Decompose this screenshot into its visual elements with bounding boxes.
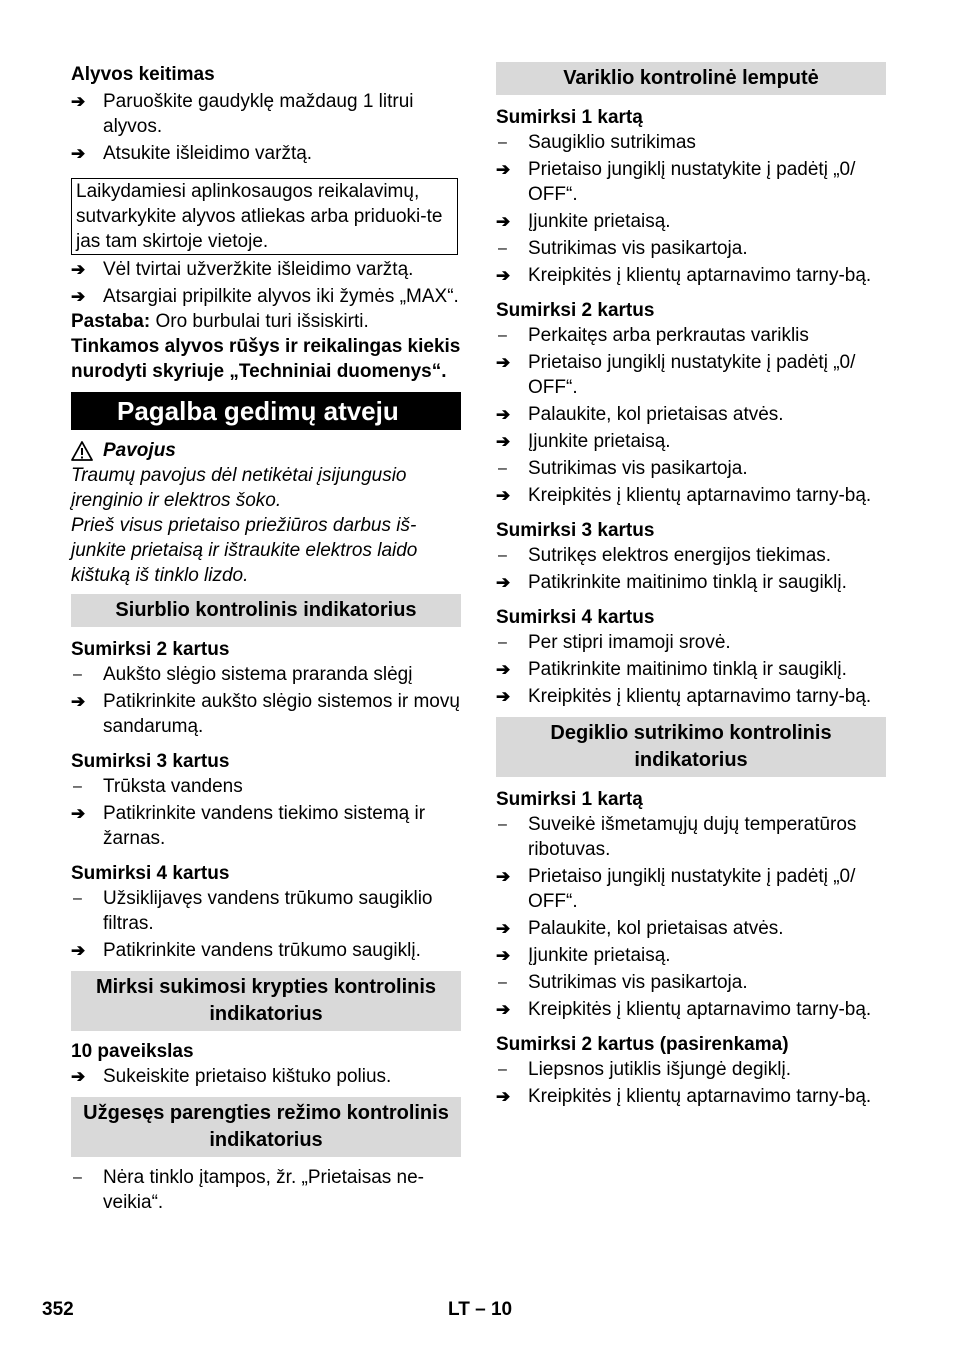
list-item [496, 997, 886, 1022]
list-item-text: Patikrinkite aukšto slėgio sistemos ir movų sandarumą. [103, 691, 460, 737]
arrow-icon: ➔ [496, 432, 511, 451]
oil-steps-list [71, 89, 461, 166]
arrow-icon: ➔ [71, 1067, 86, 1086]
blink-group-heading: Sumirksi 1 kartą [496, 107, 643, 128]
arrow-icon: ➔ [496, 946, 511, 965]
oil-step-text: Atsargiai pripilkite alyvos iki žymės „MAX“. [103, 286, 459, 307]
list-item [71, 774, 461, 799]
dash-bullet-icon: – [498, 327, 507, 344]
list-item [496, 209, 886, 234]
list-item-text: Prietaiso jungiklį nustatykite į padėtį „0/ OFF“. [528, 352, 856, 398]
oil-step [71, 257, 461, 282]
footer-section-label: LT [448, 1299, 470, 1320]
dash-bullet-icon: – [498, 634, 507, 651]
blink-group [71, 749, 461, 851]
list-item-text: Patikrinkite maitinimo tinklą ir saugiklį. [528, 572, 847, 593]
list-item [496, 157, 886, 207]
list-item-text: Saugiklio sutrikimas [528, 132, 696, 153]
list-item [496, 812, 886, 862]
list-item-text: Aukšto slėgio sistema praranda slėgį [103, 664, 413, 685]
list-item [71, 662, 461, 687]
pump-indicator-groups [71, 637, 461, 963]
oil-step [71, 284, 461, 309]
list-item [496, 483, 886, 508]
blink-group [496, 605, 886, 709]
blink-group-heading: Sumirksi 4 kartus [496, 607, 655, 628]
blink-group-heading: Sumirksi 3 kartus [71, 751, 230, 772]
list-item-text: Sutrikimas vis pasikartoja. [528, 238, 748, 259]
oil-step-text: Paruoškite gaudyklę maždaug 1 litrui alyvos. [103, 91, 414, 137]
list-item-text: Sutrikimas vis pasikartoja. [528, 972, 748, 993]
list-item [496, 350, 886, 400]
burner-indicator-section-bar: Degiklio sutrikimo kontrolinis indikatorius [496, 717, 886, 777]
blink-group [496, 1032, 886, 1109]
arrow-icon: ➔ [71, 260, 86, 279]
list-item-text: Patikrinkite vandens trūkumo saugiklį. [103, 940, 421, 961]
note-text: Oro burbulai turi išsiskirti. [150, 311, 369, 332]
arrow-icon: ➔ [71, 287, 86, 306]
oil-types-note: Tinkamos alyvos rūšys ir reikalingas kiekis nurodyti skyriuje „Techniniai duomenys“. [71, 336, 461, 382]
warning-triangle-icon [71, 441, 93, 461]
blink-group [496, 105, 886, 288]
arrow-icon: ➔ [496, 405, 511, 424]
blink-group-heading: Sumirksi 2 kartus [71, 639, 230, 660]
arrow-icon: ➔ [496, 486, 511, 505]
dash-bullet-icon: – [498, 240, 507, 257]
dash-bullet-icon: – [73, 1169, 82, 1186]
standby-item [71, 1165, 461, 1215]
list-item [496, 630, 886, 655]
list-item [496, 864, 886, 914]
page-number: 352 [42, 1299, 74, 1320]
list-item-text: Kreipkitės į klientų aptarnavimo tarny-bą. [528, 265, 872, 286]
motor-lamp-section-bar: Variklio kontrolinė lemputė [496, 62, 886, 95]
danger-label: Pavojus [103, 440, 176, 461]
list-item [496, 236, 886, 261]
list-item [496, 943, 886, 968]
arrow-icon: ➔ [496, 660, 511, 679]
list-item [71, 801, 461, 851]
list-item-text: Kreipkitės į klientų aptarnavimo tarny-bą. [528, 1086, 872, 1107]
oil-step [71, 89, 461, 139]
motor-lamp-groups [496, 105, 886, 709]
environment-note-box [71, 178, 458, 255]
oil-steps-list-2 [71, 257, 461, 309]
blink-group-heading: Sumirksi 2 kartus [496, 300, 655, 321]
list-item-text: Palaukite, kol prietaisas atvės. [528, 918, 784, 939]
oil-step [71, 141, 461, 166]
arrow-icon: ➔ [496, 353, 511, 372]
list-item-text: Sutrikimas vis pasikartoja. [528, 458, 748, 479]
pump-indicator-section-bar: Siurblio kontrolinis indikatorius [71, 594, 461, 627]
arrow-icon: ➔ [496, 687, 511, 706]
right-column [496, 62, 886, 1109]
blink-group [496, 298, 886, 508]
dash-bullet-icon: – [498, 816, 507, 833]
page-footer-section [448, 1297, 512, 1322]
arrow-icon: ➔ [496, 212, 511, 231]
dash-bullet-icon: – [73, 778, 82, 795]
arrow-icon: ➔ [496, 160, 511, 179]
rotation-figure-heading: 10 paveikslas [71, 1041, 194, 1062]
blink-group-heading: Sumirksi 4 kartus [71, 863, 230, 884]
list-item-text: Perkaitęs arba perkrautas variklis [528, 325, 809, 346]
arrow-icon: ➔ [496, 1000, 511, 1019]
list-item-text: Suveikė išmetamųjų dujų temperatūros ribotuvas. [528, 814, 857, 860]
list-item-text: Patikrinkite maitinimo tinklą ir saugiklį. [528, 659, 847, 680]
dash-bullet-icon: – [498, 1061, 507, 1078]
list-item [496, 657, 886, 682]
list-item [496, 323, 886, 348]
blink-group [71, 637, 461, 739]
list-item-text: Įjunkite prietaisą. [528, 945, 671, 966]
environment-note-text: Laikydamiesi aplinkosaugos reikalavimų, sutvarkykite alyvos atliekas arba priduoki-te jas tam skirtoje vietoje. [76, 181, 443, 252]
list-item [496, 263, 886, 288]
list-item-text: Kreipkitės į klientų aptarnavimo tarny-bą. [528, 999, 872, 1020]
list-item [496, 429, 886, 454]
list-item [496, 970, 886, 995]
list-item-text: Kreipkitės į klientų aptarnavimo tarny-bą. [528, 686, 872, 707]
dash-bullet-icon: – [498, 974, 507, 991]
list-item [71, 938, 461, 963]
standby-indicator-section-bar: Užgesęs parengties režimo kontrolinis indikatorius [71, 1097, 461, 1157]
oil-step-text: Vėl tvirtai užveržkite išleidimo varžtą. [103, 259, 414, 280]
arrow-icon: ➔ [496, 573, 511, 592]
list-item-text: Trūksta vandens [103, 776, 243, 797]
list-item [496, 916, 886, 941]
oil-change-heading: Alyvos keitimas [71, 64, 215, 85]
note-paragraph [71, 309, 461, 334]
list-item [496, 684, 886, 709]
dash-bullet-icon: – [498, 460, 507, 477]
dash-bullet-icon: – [73, 666, 82, 683]
list-item-text: Įjunkite prietaisą. [528, 211, 671, 232]
arrow-icon: ➔ [71, 144, 86, 163]
arrow-icon: ➔ [71, 804, 86, 823]
left-column [71, 62, 461, 1215]
list-item-text: Palaukite, kol prietaisas atvės. [528, 404, 784, 425]
dash-bullet-icon: – [498, 134, 507, 151]
arrow-icon: ➔ [496, 867, 511, 886]
rotation-step [71, 1064, 461, 1089]
arrow-icon: ➔ [496, 266, 511, 285]
blink-group-heading: Sumirksi 2 kartus (pasirenkama) [496, 1034, 789, 1055]
arrow-icon: ➔ [71, 692, 86, 711]
list-item-text: Prietaiso jungiklį nustatykite į padėtį „0/ OFF“. [528, 866, 856, 912]
footer-page-in-section: – 10 [475, 1299, 513, 1320]
blink-group [496, 787, 886, 1022]
list-item-text: Liepsnos jutiklis išjungė degiklį. [528, 1059, 791, 1080]
list-item-text: Prietaiso jungiklį nustatykite į padėtį „0/ OFF“. [528, 159, 856, 205]
chapter-title: Pagalba gedimų atveju [71, 392, 461, 430]
list-item-text: Sutrikęs elektros energijos tiekimas. [528, 545, 832, 566]
list-item [496, 543, 886, 568]
danger-text-2: Prieš visus prietaiso priežiūros darbus iš-junkite prietaisą ir ištraukite elektros laido kištuką iš tinklo lizdo. [71, 515, 418, 586]
list-item-text: Kreipkitės į klientų aptarnavimo tarny-bą. [528, 485, 872, 506]
arrow-icon: ➔ [496, 919, 511, 938]
list-item-text: Užsiklijavęs vandens trūkumo saugiklio filtras. [103, 888, 433, 934]
blink-group [71, 861, 461, 963]
list-item-text: Įjunkite prietaisą. [528, 431, 671, 452]
list-item [496, 456, 886, 481]
rotation-step-text: Sukeiskite prietaiso kištuko polius. [103, 1066, 392, 1087]
list-item [496, 130, 886, 155]
list-item [496, 402, 886, 427]
oil-step-text: Atsukite išleidimo varžtą. [103, 143, 313, 164]
list-item [496, 570, 886, 595]
danger-text-1: Traumų pavojus dėl netikėtai įsijungusio įrenginio ir elektros šoko. [71, 465, 407, 511]
list-item [71, 689, 461, 739]
burner-indicator-groups [496, 787, 886, 1109]
blink-group-heading: Sumirksi 3 kartus [496, 520, 655, 541]
list-item-text: Per stipri imamoji srovė. [528, 632, 731, 653]
list-item [496, 1084, 886, 1109]
list-item [496, 1057, 886, 1082]
arrow-icon: ➔ [71, 941, 86, 960]
rotation-indicator-section-bar: Mirksi sukimosi krypties kontrolinis indikatorius [71, 971, 461, 1031]
dash-bullet-icon: – [498, 547, 507, 564]
list-item-text: Patikrinkite vandens tiekimo sistemą ir žarnas. [103, 803, 426, 849]
arrow-icon: ➔ [71, 92, 86, 111]
blink-group-heading: Sumirksi 1 kartą [496, 789, 643, 810]
arrow-icon: ➔ [496, 1087, 511, 1106]
note-label: Pastaba: [71, 311, 151, 332]
dash-bullet-icon: – [73, 890, 82, 907]
danger-heading [71, 438, 461, 463]
standby-item-text: Nėra tinklo įtampos, žr. „Prietaisas ne-veikia“. [103, 1167, 425, 1213]
list-item [71, 886, 461, 936]
blink-group [496, 518, 886, 595]
